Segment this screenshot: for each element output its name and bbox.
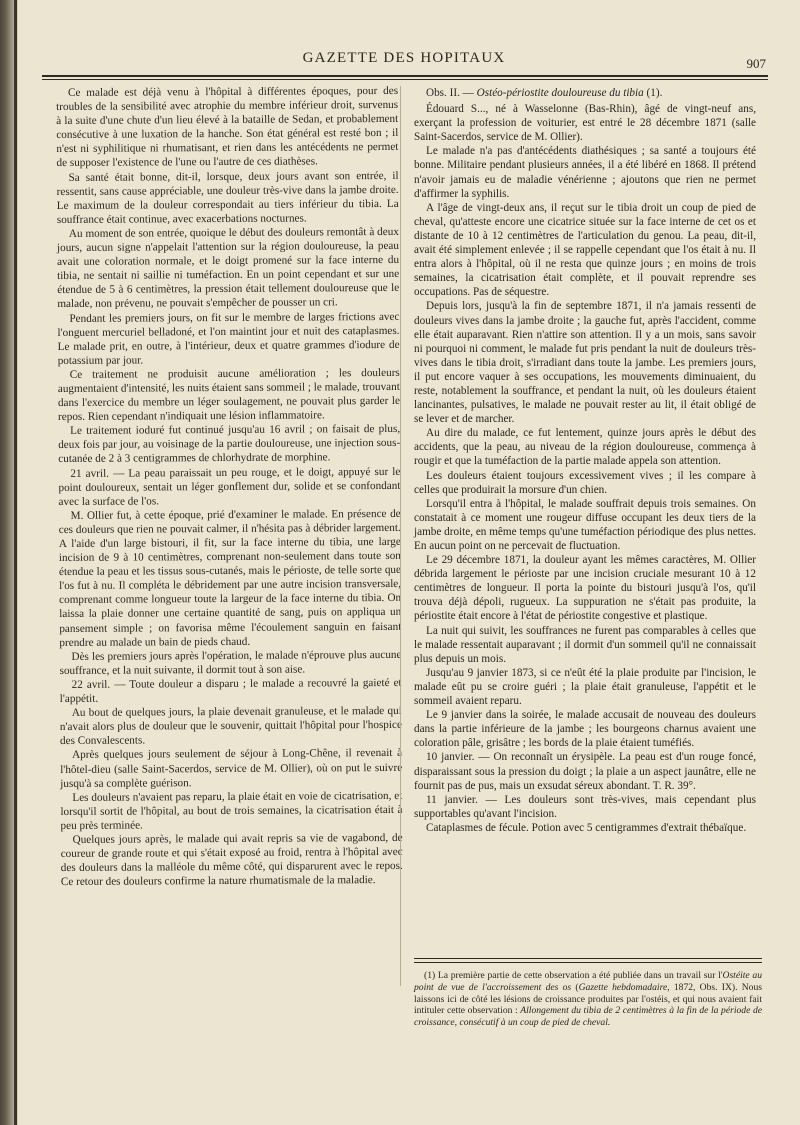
column-divider bbox=[400, 86, 401, 986]
footnote-italic: Gazette hebdomadaire bbox=[578, 981, 668, 993]
observation-subject: Ostéo-périostite douloureuse du tibia bbox=[476, 87, 644, 99]
paragraph: Jusqu'au 9 janvier 1873, si ce n'eût été la plaie produite par l'incision, le malade eût pu se croire guéri ; la plaie était granuleuse, l'appétit et le sommeil avaient reparu. bbox=[414, 666, 756, 708]
paragraph: Les douleurs étaient toujours excessivement vives ; il les compare à celles que produirait la morsure d'un chien. bbox=[414, 469, 756, 496]
paragraph: 22 avril. — Toute douleur a disparu ; le malade a recouvré la gaieté et l'appétit. bbox=[59, 676, 402, 706]
journal-title: GAZETTE DES HOPITAUX bbox=[302, 50, 506, 66]
header-rule-thin bbox=[42, 79, 768, 80]
footnote-rule-thin bbox=[414, 962, 762, 963]
paragraph: Le 29 décembre 1871, la douleur ayant les mêmes caractères, M. Ollier débrida largement le périoste par une incision cruciale mesurant 10 à 12 centimètres de longueur. Il porta la pointe du bistouri jusqu'à l'os, qu'il trouva déjà dépoli, rugueux. La suppuration ne s'était pas produite, la périostite était encore à l'état de périostite congestive et plastique. bbox=[414, 554, 756, 623]
observation-heading bbox=[414, 86, 756, 100]
paragraph: Au dire du malade, ce fut lentement, quinze jours après le début des accidents, que la peau, au niveau de la région douloureuse, commença à rougir et que la tuméfaction de la partie malade appela son attention. bbox=[414, 427, 756, 468]
paragraph: 10 janvier. — On reconnaît un érysipèle. La peau est d'un rouge foncé, disparaissant sous la pression du doigt ; la plaie a un aspect jaunâtre, elle ne fournit pas de pus, mais un exsudat séreux abondant. T. R. 39°. bbox=[414, 751, 756, 792]
observation-label: Obs. II. — bbox=[426, 87, 477, 99]
paragraph: Pendant les premiers jours, on fit sur le membre de larges frictions avec l'onguent mercuriel belladoné, et l'on maintint jour et nuit des cataplasmes. Le malade prit, en outre, à l'intérieur, deux et quatre grammes d'iodure de potassium par jour. bbox=[57, 310, 400, 367]
footnote-text: , 1872, Obs. IX). Nous laissons ici de côté les lésions de croissance produites par l'ostéis, et qui nous avaient fait intituler cette observation : bbox=[414, 981, 762, 1017]
paragraph: M. Ollier fut, à cette époque, prié d'examiner le malade. En présence de ces douleurs que rien ne pouvait calmer, il n'hésita pas à débrider largement. A l'aide d'un large bistouri, il fit, sur la face interne du tibia, une large incision de 9 à 10 centimètres, comprenant non-seulement dans toute son étendue la peau et les tissus sous-cutanés, mais le périoste, de telle sorte que l'os fut à nu. Il compléta le débridement par une autre incision transversale, comprenant comme longueur toute la largeur de la face interne du tibia. On laissa la plaie donner une certaine quantité de sang, puis on appliqua un pansement simple ; on favorisa même l'écoulement sanguin en faisant prendre au malade un bain de pieds chaud. bbox=[58, 507, 402, 649]
page-number: 907 bbox=[746, 56, 766, 71]
left-column bbox=[56, 84, 403, 889]
paragraph: Sa santé était bonne, dit-il, lorsque, deux jours avant son entrée, il ressentit, sans cause appréciable, une douleur très-vive dans la jambe droite. Le maximum de la douleur correspondait au tiers inférieur du tibia. La souffrance était continue, avec exacerbations nocturnes. bbox=[56, 169, 399, 226]
paragraph: 21 avril. — La peau paraissait un peu rouge, et le doigt, appuyé sur le point douloureux, sentait un léger gonflement dur, solide et se confondant avec la surface de l'os. bbox=[58, 465, 401, 508]
paragraph: Au bout de quelques jours, la plaie devenait granuleuse, et le malade qui n'avait alors plus de douleur que le souvenir, quittait l'hôpital pour l'hospice des Convalescents. bbox=[59, 705, 402, 748]
header-rule bbox=[42, 75, 768, 77]
paragraph: Après quelques jours seulement de séjour à Long-Chêne, il revenait à l'hôtel-dieu (salle Saint-Sacerdos, service de M. Ollier), où on put le suivre jusqu'à sa complète guérison. bbox=[60, 747, 403, 790]
paragraph: Le malade n'a pas d'antécédents diathésiques ; sa santé a toujours été bonne. Militaire pendant plusieurs années, il a été libéré en 1868. Il prétend n'avoir jamais eu de maladie vénérienne ; ajoutons que rien ne permet d'affirmer la syphilis. bbox=[414, 145, 756, 200]
observation-ref: (1). bbox=[643, 87, 663, 99]
footnote-italic: Allongement du tibia de 2 centimètres à la fin de la période de croissance, consécutif à un coup de pied de cheval. bbox=[414, 1005, 762, 1029]
paragraph: Depuis lors, jusqu'à la fin de septembre 1871, il n'a jamais ressenti de douleurs vives dans la jambe droite ; la gauche fut, après l'accident, comme elle était auparavant. Rien n'attire son attention. Il y a un mois, sans savoir ni pourquoi ni comment, le malade fut pris pendant la nuit de douleurs très-vives dans le tibia droit, s'irradiant dans toute la jambe. Les premiers jours, il put encore vaquer à ses occupations, les mouvements diminuaient, du reste, notablement la souffrance, et pendant la nuit, où les douleurs étaient lancinantes, pulsatives, le malade ne pouvait rester au lit, il était obligé de se lever et de marcher. bbox=[414, 300, 756, 426]
footnote bbox=[414, 970, 762, 1029]
paragraph: La nuit qui suivit, les souffrances ne furent pas comparables à celles que le malade ressentait auparavant ; il dormit d'un sommeil qu'il ne connaissait plus depuis un mois. bbox=[414, 624, 756, 665]
paragraph: Le 9 janvier dans la soirée, le malade accusait de nouveau des douleurs dans la partie inférieure de la jambe ; les bourgeons charnus avaient une coloration pâle, grisâtre ; les bords de la plaie étaient tuméfiés. bbox=[414, 709, 756, 750]
paragraph: Les douleurs n'avaient pas reparu, la plaie était en voie de cicatrisation, et lorsqu'il sortit de l'hôpital, au bout de trois semaines, la cicatrisation était à peu près terminée. bbox=[60, 789, 403, 832]
paragraph: 11 janvier. — Les douleurs sont très-vives, mais cependant plus supportables qu'avant l'incision. bbox=[414, 793, 756, 820]
paragraph: Au moment de son entrée, quoique le début des douleurs remontât à deux jours, aucun signe n'appelait l'attention sur la région douloureuse, la peau avait une coloration normale, et le doigt promené sur la face interne du tibia, ne sentait ni saillie ni tuméfaction. En un point cependant et sur une étendue de 5 à 6 centimètres, la pression était tellement douloureuse que le malade, non prévenu, ne pouvait s'empêcher de pousser un cri. bbox=[56, 225, 400, 311]
paragraph: Cataplasmes de fécule. Potion avec 5 centigrammes d'extrait thébaïque. bbox=[426, 821, 747, 834]
paragraph: Quelques jours après, le malade qui avait repris sa vie de vagabond, de coureur de grande route et qui s'était exposé au froid, rentra à l'hôpital avec des douleurs dans la malléole du même côté, qui disparurent avec le repos. Ce retour des douleurs confirme la nature rhumatismale de la maladie. bbox=[60, 831, 403, 889]
binding-edge bbox=[0, 0, 18, 1125]
paragraph: A l'âge de vingt-deux ans, il reçut sur le tibia droit un coup de pied de cheval, qu'atteste encore une cicatrice située sur la face interne de cet os et distante de 10 à 12 centimètres de l'articulation du genou. La peau, dit-il, avait été simplement enlevée ; il se rappelle cependant que l'os était à nu. Il entra alors à l'hôpital, où il ne resta que quinze jours ; en moins de trois semaines, la cicatrisation était complète, et il pouvait reprendre ses occupations. Pas de séquestre. bbox=[414, 201, 756, 299]
paragraph: Ce malade est déjà venu à l'hôpital à différentes époques, pour des troubles de la sensibilité avec atrophie du membre inférieur droit, survenus à la suite d'une chute d'un lieu élevé à la bataille de Sedan, et probablement consécutive à une luxation de la hanche. Son état général est resté bon ; il n'est ni syphilitique ni rhumatisant, et rien dans les antécédents ne permet de supposer l'existence de l'une ou l'autre de ces diathèses. bbox=[56, 84, 399, 170]
paragraph: Ce traitement ne produisit aucune amélioration ; les douleurs augmentaient d'intensité, les nuits étaient sans sommeil ; le malade, trouvant dans l'exercice du membre un léger soulagement, ne pouvait plus garder le repos. Rien cependant n'indiquait une lésion inflammatoire. bbox=[57, 366, 400, 424]
footnote-italic: Ostéite au point de vue de l'accroissement des os bbox=[414, 970, 762, 993]
footnote-text: ( bbox=[571, 981, 579, 993]
paragraph: Dès les premiers jours après l'opération, le malade n'éprouve plus aucune souffrance, et la nuit suivante, il dormit tout à son aise. bbox=[59, 648, 402, 677]
paragraph: Le traitement ioduré fut continué jusqu'au 16 avril ; on faisait de plus, deux fois par jour, au voisinage de la partie douloureuse, une injection sous-cutanée de 2 à 3 centigrammes de chlorhydrate de morphine. bbox=[58, 423, 401, 466]
page-header bbox=[40, 44, 768, 74]
right-column bbox=[414, 86, 756, 835]
paragraph: Lorsqu'il entra à l'hôpital, le malade souffrait depuis trois semaines. On constatait à ce moment une rougeur diffuse occupant les deux tiers de la jambe droite, en même temps qu'une tuméfaction périodique des plus nettes. En aucun point on ne percevait de fluctuation. bbox=[414, 497, 756, 552]
paragraph: Édouard S..., né à Wasselonne (Bas-Rhin), âgé de vingt-neuf ans, exerçant la profession de voiturier, est entré le 28 décembre 1871 (salle Saint-Sacerdos, service de M. Ollier). bbox=[414, 103, 756, 144]
footnote-rule bbox=[414, 958, 762, 959]
footnote-text: (1) La première partie de cette observation a été publiée dans un travail sur l' bbox=[424, 970, 723, 981]
